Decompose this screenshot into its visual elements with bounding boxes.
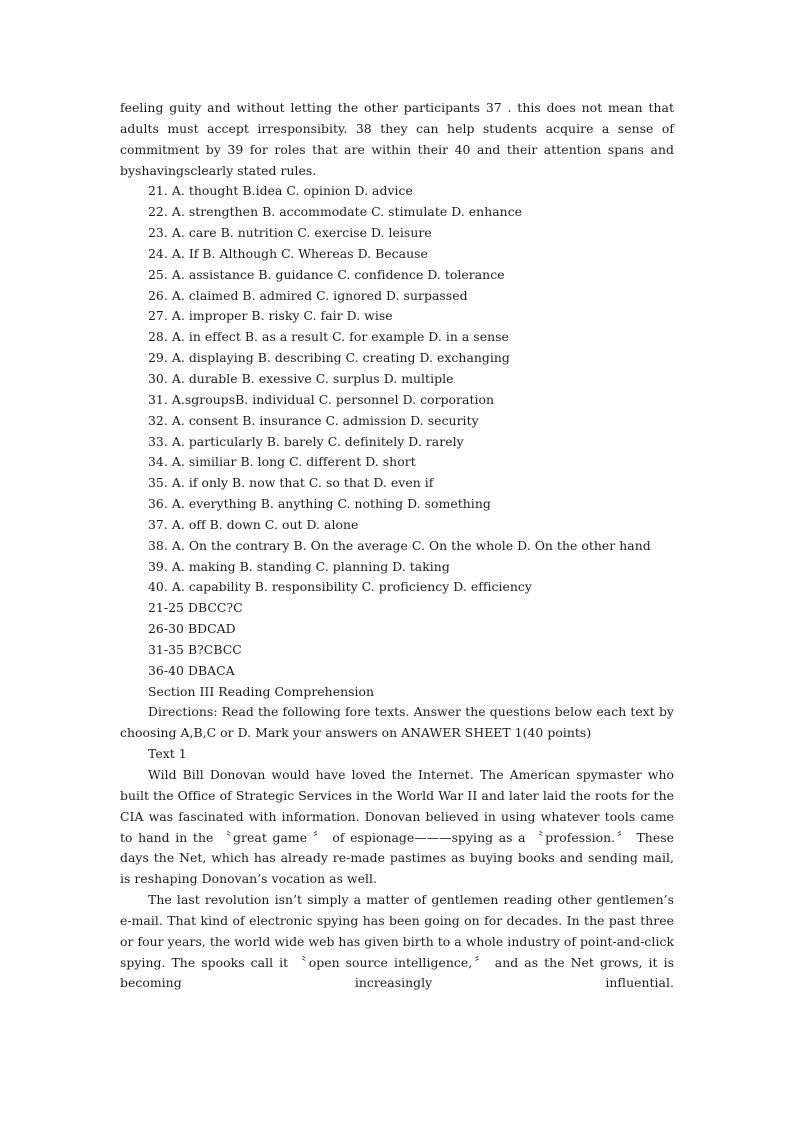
question-item: 27. A. improper B. risky C. fair D. wise bbox=[148, 308, 393, 324]
answer-row: 21-25 DBCC?C bbox=[148, 600, 243, 616]
text1-paragraph-2: The last revolution isn’t simply a matter of gentlemen reading other gentlemen’s e-mail. That kind of electronic spying has been going on for decades. In the past three or four years, the world wide web has given birth to a whole industry of point-and-click spying. The spooks call it 〝open source intelligence,〞 and as the Net grows, it is becoming increasingly influential. bbox=[120, 892, 674, 991]
question-item: 29. A. displaying B. describing C. creating D. exchanging bbox=[148, 350, 510, 366]
section-directions: Directions: Read the following fore texts. Answer the questions below each text by choosing A,B,C or D. Mark your answers on ANAWER SHEET 1(40 points) bbox=[120, 704, 674, 741]
text-label: Text 1 bbox=[148, 746, 187, 762]
section-title: Section III Reading Comprehension bbox=[148, 683, 375, 699]
text1-paragraph-1: Wild Bill Donovan would have loved the Internet. The American spymaster who built the Office of Strategic Services in the World War II and later laid the roots for the CIA was fascinated with information. Donovan believed in using whatever tools came to hand in the 〝great game 〞 of espionage———spying as a 〝profession.〞 These days the Net, which has already re-made pastimes as buying books and sending mail, is reshaping Donovan’s vocation as well. bbox=[120, 767, 674, 887]
question-item: 21. A. thought B.idea C. opinion D. advice bbox=[148, 183, 413, 199]
question-item: 24. A. If B. Although C. Whereas D. Because bbox=[148, 245, 428, 261]
question-item: 23. A. care B. nutrition C. exercise D. leisure bbox=[148, 225, 432, 241]
question-item: 34. A. similiar B. long C. different D. short bbox=[148, 454, 416, 470]
answer-row: 31-35 B?CBCC bbox=[148, 641, 242, 657]
question-item: 22. A. strengthen B. accommodate C. stimulate D. enhance bbox=[148, 204, 523, 220]
answer-key bbox=[120, 598, 674, 681]
intro-paragraph: feeling guity and without letting the other participants 37 . this does not mean that adults must accept irresponsibity. 38 they can help students acquire a sense of commitment by 39 for roles that are within their 40 and their attention spans and byshavingsclearly stated rules. bbox=[120, 100, 674, 178]
question-item: 37. A. off B. down C. out D. alone bbox=[148, 516, 359, 532]
answer-row: 26-30 BDCAD bbox=[148, 621, 236, 637]
question-item: 26. A. claimed B. admired C. ignored D. surpassed bbox=[148, 287, 468, 303]
answer-row: 36-40 DBACA bbox=[148, 662, 235, 678]
question-list bbox=[120, 181, 674, 598]
question-item: 40. A. capability B. responsibility C. proficiency D. efficiency bbox=[148, 579, 532, 595]
question-item: 30. A. durable B. exessive C. surplus D. multiple bbox=[148, 370, 454, 386]
question-item: 31. A.sgroupsB. individual C. personnel D. corporation bbox=[148, 391, 495, 407]
question-item: 28. A. in effect B. as a result C. for example D. in a sense bbox=[148, 329, 509, 345]
question-item: 32. A. consent B. insurance C. admission D. security bbox=[148, 412, 479, 428]
question-item: 35. A. if only B. now that C. so that D. even if bbox=[148, 475, 434, 491]
question-item: 25. A. assistance B. guidance C. confidence D. tolerance bbox=[148, 266, 505, 282]
question-item: 33. A. particularly B. barely C. definitely D. rarely bbox=[148, 433, 464, 449]
document-page bbox=[120, 98, 674, 994]
question-item: 38. A. On the contrary B. On the average C. On the whole D. On the other hand bbox=[148, 537, 651, 553]
question-item: 36. A. everything B. anything C. nothing D. something bbox=[148, 496, 491, 512]
question-item: 39. A. making B. standing C. planning D. taking bbox=[148, 558, 450, 574]
